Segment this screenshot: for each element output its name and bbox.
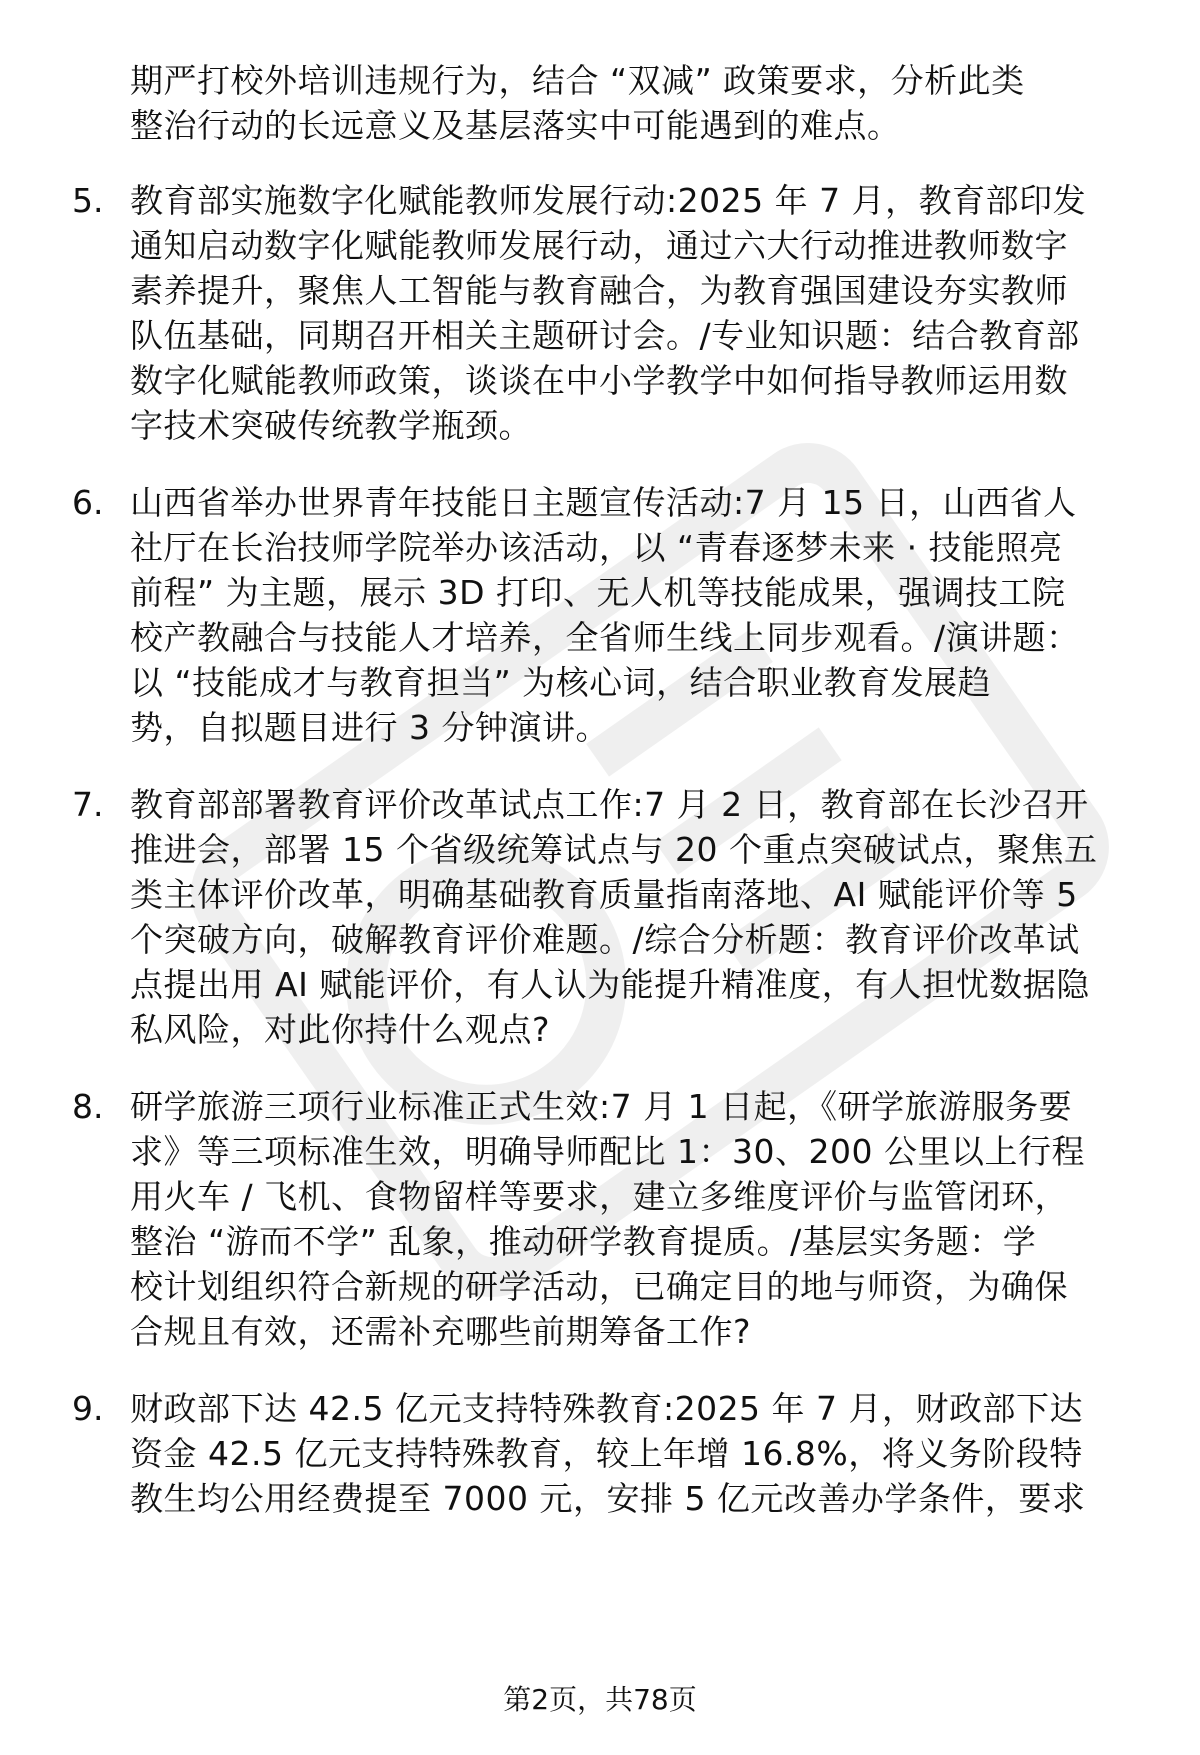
item-number: 8.	[72, 1087, 104, 1126]
text-line: 研学旅游三项行业标准正式生效:7 月 1 日起，《研学旅游服务要	[130, 1087, 1073, 1126]
intro-paragraph	[130, 58, 1130, 148]
text-line: 以 “技能成才与教育担当” 为核心词，结合职业教育发展趋	[130, 663, 992, 702]
list-item-5	[72, 178, 1130, 448]
item-number: 9.	[72, 1389, 104, 1428]
text-line: 求》等三项标准生效，明确导师配比 1：30、200 公里以上行程	[130, 1132, 1085, 1171]
text-line: 资金 42.5 亿元支持特殊教育，较上年增 16.8%，将义务阶段特	[130, 1434, 1083, 1473]
list-item-8	[72, 1084, 1130, 1354]
text-line: 社厅在长治技师学院举办该活动，以 “青春逐梦未来 · 技能照亮	[130, 528, 1063, 567]
text-line: 财政部下达 42.5 亿元支持特殊教育:2025 年 7 月，财政部下达	[130, 1389, 1084, 1428]
text-line: 字技术突破传统教学瓶颈。	[130, 406, 532, 445]
text-line: 个突破方向，破解教育评价难题。/综合分析题：教育评价改革试	[130, 920, 1080, 959]
text-line: 合规且有效，还需补充哪些前期筹备工作?	[130, 1312, 752, 1351]
text-line: 教育部部署教育评价改革试点工作:7 月 2 日，教育部在长沙召开	[130, 785, 1089, 824]
text-line: 整治 “游而不学” 乱象，推动研学教育提质。/基层实务题：学	[130, 1222, 1037, 1261]
text-line: 队伍基础，同期召开相关主题研讨会。/专业知识题：结合教育部	[130, 316, 1080, 355]
text-line: 用火车 / 飞机、食物留样等要求，建立多维度评价与监管闭环，	[130, 1177, 1069, 1216]
document-body	[72, 58, 1130, 1553]
list-item-9	[72, 1386, 1130, 1521]
text-line: 推进会，部署 15 个省级统筹试点与 20 个重点突破试点，聚焦五	[130, 830, 1098, 869]
text-line: 点提出用 AI 赋能评价，有人认为能提升精准度，有人担忧数据隐	[130, 965, 1090, 1004]
text-line: 前程” 为主题，展示 3D 打印、无人机等技能成果，强调技工院	[130, 573, 1066, 612]
text-line: 校计划组织符合新规的研学活动，已确定目的地与师资，为确保	[130, 1267, 1068, 1306]
text-line: 素养提升，聚焦人工智能与教育融合，为教育强国建设夯实教师	[130, 271, 1068, 310]
item-number: 6.	[72, 483, 104, 522]
text-line: 教育部实施数字化赋能教师发展行动:2025 年 7 月，教育部印发	[130, 181, 1087, 220]
text-line: 校产教融合与技能人才培养，全省师生线上同步观看。/演讲题：	[130, 618, 1080, 657]
item-number: 7.	[72, 785, 104, 824]
text-line: 类主体评价改革，明确基础教育质量指南落地、AI 赋能评价等 5	[130, 875, 1078, 914]
list-item-6	[72, 480, 1130, 750]
text-line: 整治行动的长远意义及基层落实中可能遇到的难点。	[130, 106, 901, 145]
text-line: 期严打校外培训违规行为，结合 “双减” 政策要求，分析此类	[130, 61, 1025, 100]
text-line: 势，自拟题目进行 3 分钟演讲。	[130, 708, 609, 747]
text-line: 私风险，对此你持什么观点?	[130, 1010, 551, 1049]
item-number: 5.	[72, 181, 104, 220]
text-line: 通知启动数字化赋能教师发展行动，通过六大行动推进教师数字	[130, 226, 1068, 265]
list-item-7	[72, 782, 1130, 1052]
text-line: 教生均公用经费提至 7000 元，安排 5 亿元改善办学条件，要求	[130, 1479, 1086, 1518]
text-line: 山西省举办世界青年技能日主题宣传活动:7 月 15 日，山西省人	[130, 483, 1077, 522]
text-line: 数字化赋能教师政策，谈谈在中小学教学中如何指导教师运用数	[130, 361, 1068, 400]
page-footer: 第2页，共78页	[503, 1683, 697, 1716]
